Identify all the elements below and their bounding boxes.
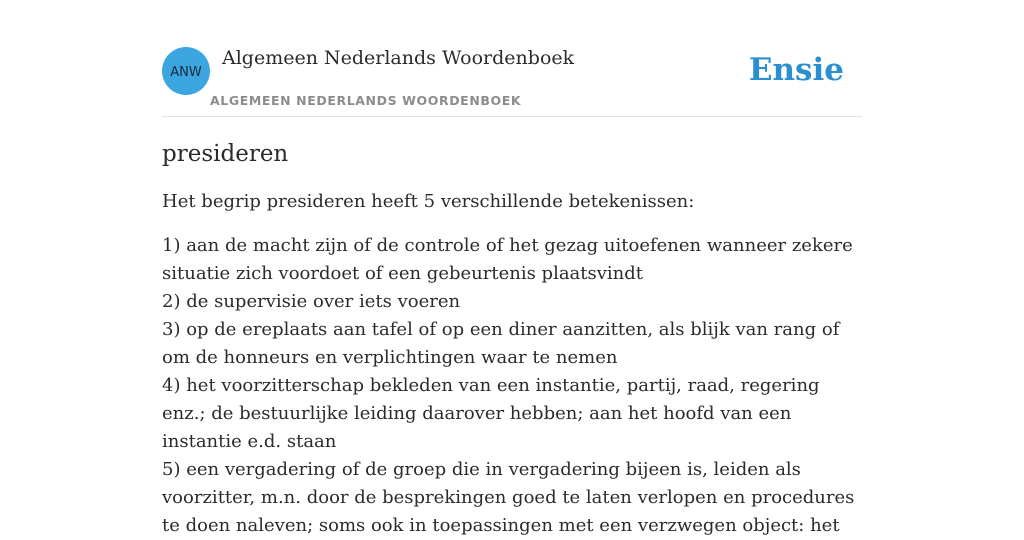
- definition-item: 4) het voorzitterschap bekleden van een instantie, partij, raad, regering enz.; de bestuurlijke leiding daarover hebben; aan het hoofd van een instantie e.d. staan: [162, 375, 820, 452]
- ensie-logo[interactable]: Ensie: [748, 52, 844, 88]
- source-title[interactable]: Algemeen Nederlands Woordenboek: [222, 47, 575, 69]
- definition-item: 1) aan de macht zijn of de controle of het gezag uitoefenen wanneer zekere situatie zich voordoet of een gebeurtenis plaatsvindt: [162, 235, 853, 284]
- anw-logo-text: ANW: [170, 65, 202, 80]
- source-header: [162, 46, 862, 117]
- entry-intro: Het begrip presideren heeft 5 verschillende betekenissen:: [162, 191, 695, 212]
- entry-content: [162, 138, 862, 540]
- source-subtitle: ALGEMEEN NEDERLANDS WOORDENBOEK: [210, 93, 522, 108]
- anw-logo[interactable]: [162, 47, 210, 95]
- definition-item: 5) een vergadering of de groep die in vergadering bijeen is, leiden als voorzitter, m.n. door de besprekingen goed te laten verlopen en procedures te doen naleven; soms ook in toepassingen met een verzwegen object: het: [162, 459, 855, 536]
- definition-list: [162, 232, 862, 540]
- definition-item: 2) de supervisie over iets voeren: [162, 291, 461, 312]
- entry-word: presideren: [162, 141, 289, 167]
- definition-item: 3) op de ereplaats aan tafel of op een diner aanzitten, als blijk van rang of om de honneurs en verplichtingen waar te nemen: [162, 319, 840, 368]
- anw-logo-mark: [162, 47, 210, 95]
